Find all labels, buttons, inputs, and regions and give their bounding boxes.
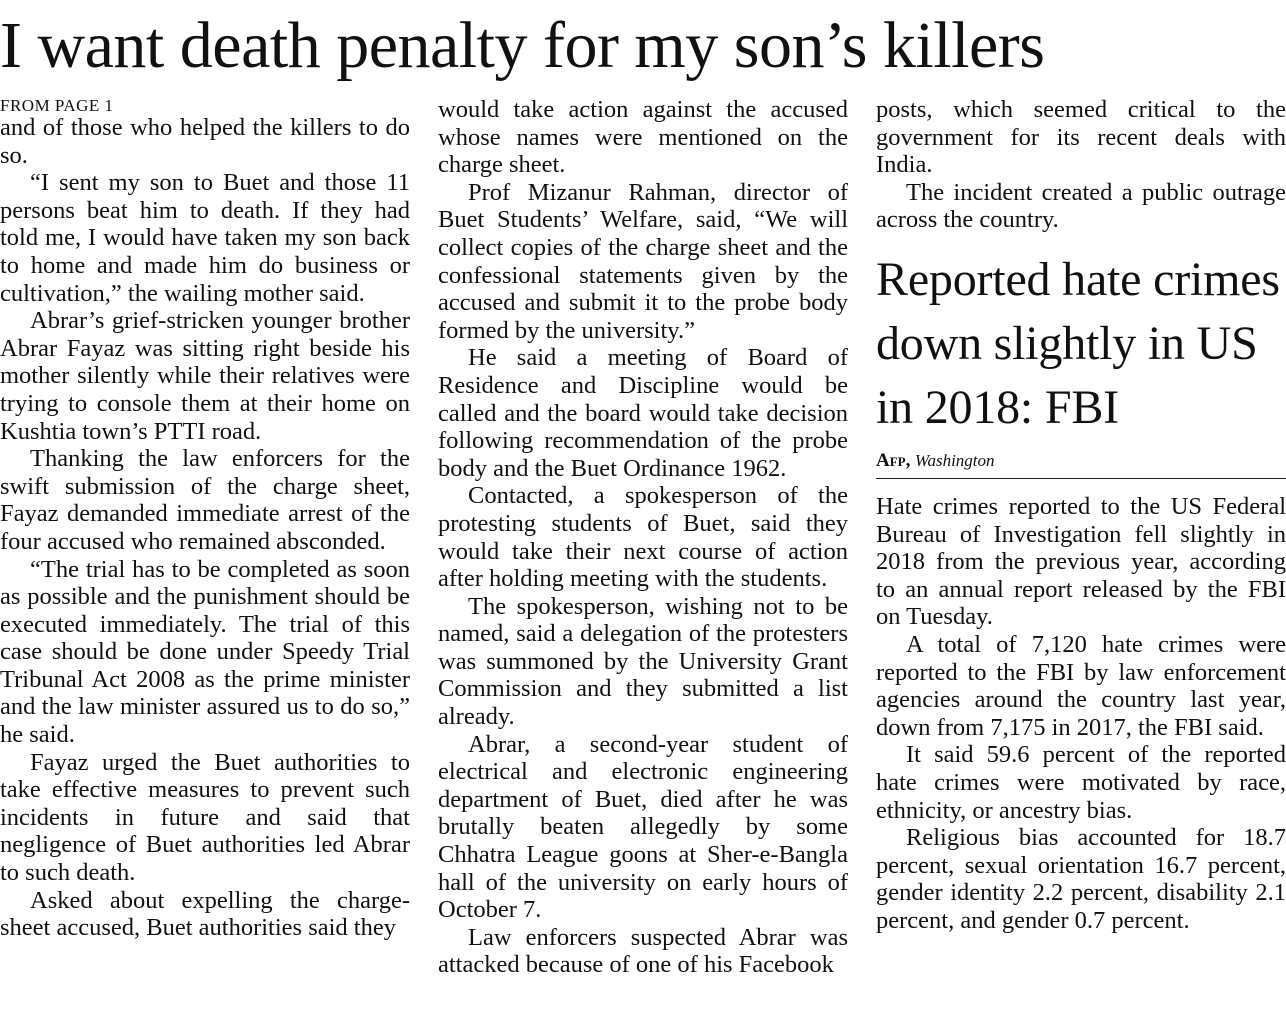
- body-paragraph: He said a meeting of Board of Residence and Discipline would be called and the board would take decision following recommendation of the probe body and the Buet Ordinance 1962.: [438, 344, 848, 482]
- byline-dateline: Washington: [914, 450, 995, 470]
- body-paragraph: It said 59.6 percent of the reported hate crimes were motivated by race, ethnicity, or ancestry bias.: [876, 741, 1286, 824]
- column-3: [876, 96, 1286, 934]
- body-paragraph: Religious bias accounted for 18.7 percent, sexual orientation 16.7 percent, gender identity 2.2 percent, disability 2.1 percent, and gender 0.7 percent.: [876, 824, 1286, 934]
- main-story-column-1: [0, 96, 410, 942]
- body-paragraph: “The trial has to be completed as soon as possible and the punishment should be executed immediately. The trial of this case should be done under Speedy Trial Tribunal Act 2008 as the prime minister and the law minister assured us to do so,” he said.: [0, 555, 410, 749]
- body-paragraph: and of those who helped the killers to do so.: [0, 114, 410, 169]
- byline-agency: Afp,: [876, 449, 911, 471]
- body-paragraph: A total of 7,120 hate crimes were reported to the FBI by law enforcement agencies around the country last year, down from 7,175 in 2017, the FBI said.: [876, 630, 1286, 741]
- body-paragraph: Asked about expelling the charge-sheet accused, Buet authorities said they: [0, 886, 410, 942]
- body-paragraph: Abrar’s grief-stricken younger brother Abrar Fayaz was sitting right beside his mother silently while their relatives were trying to console them at their home on Kushtia town’s PTTI road.: [0, 307, 410, 445]
- continued-from-label: FROM PAGE 1: [0, 96, 114, 115]
- body-paragraph: Prof Mizanur Rahman, director of Buet Students’ Welfare, said, “We will collect copies of the charge sheet and the confessional statements given by the accused and submit it to the probe body formed by the university.”: [438, 178, 848, 344]
- body-paragraph: Law enforcers suspected Abrar was attacked because of one of his Facebook: [438, 923, 848, 979]
- body-paragraph: posts, which seemed critical to the government for its recent deals with India.: [876, 96, 1286, 179]
- body-paragraph: Hate crimes reported to the US Federal Bureau of Investigation fell slightly in 2018 from the previous year, according to an annual report released by the FBI on Tuesday.: [876, 492, 1286, 631]
- byline: [876, 448, 1286, 479]
- main-story-column-2: [438, 96, 848, 979]
- body-paragraph: The incident created a public outrage across the country.: [876, 178, 1286, 234]
- body-paragraph: would take action against the accused whose names were mentioned on the charge sheet.: [438, 96, 848, 179]
- second-story-headline: Reported hate crimes down slightly in US in 2018: FBI: [876, 252, 1280, 434]
- body-paragraph: Contacted, a spokesperson of the protesting students of Buet, said they would take their next course of action after holding meeting with the students.: [438, 482, 848, 593]
- body-paragraph: Fayaz urged the Buet authorities to take effective measures to prevent such incidents in future and said that negligence of Buet authorities led Abrar to such death.: [0, 748, 410, 887]
- main-headline: I want death penalty for my son’s killers: [0, 9, 1045, 82]
- second-story-body: [876, 493, 1286, 935]
- body-paragraph: Abrar, a second-year student of electrical and electronic engineering department of Buet, died after he was brutally beaten allegedly by some Chhatra League goons at Sher-e-Bangla hall of the university on early hours of October 7.: [438, 730, 848, 924]
- body-paragraph: Thanking the law enforcers for the swift submission of the charge sheet, Fayaz demanded immediate arrest of the four accused who remained absconded.: [0, 445, 410, 555]
- body-paragraph: “I sent my son to Buet and those 11 persons beat him to death. If they had told me, I would have taken my son back to home and made him do business or cultivation,” the wailing mother said.: [0, 169, 410, 307]
- body-paragraph: The spokesperson, wishing not to be named, said a delegation of the protesters was summoned by the University Grant Commission and they submitted a list already.: [438, 592, 848, 731]
